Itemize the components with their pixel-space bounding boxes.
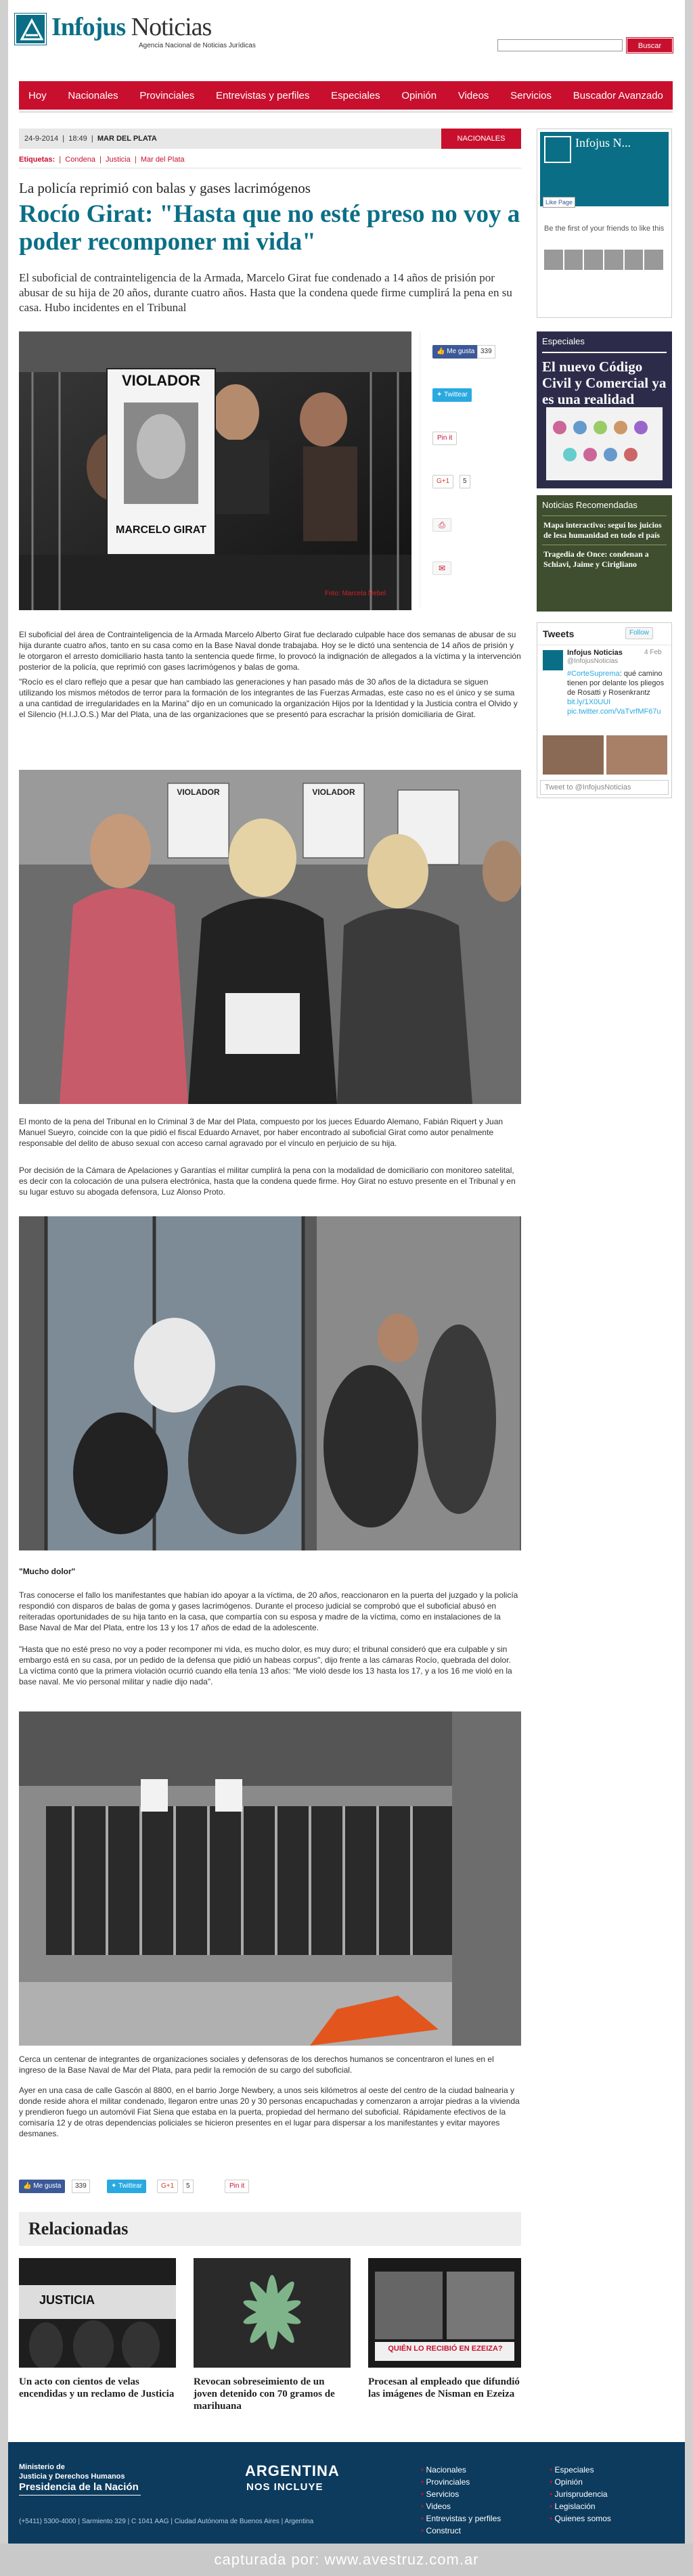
especiales-panel (537, 331, 672, 488)
article-paragraph: El monto de la pena del Tribunal en lo Criminal 3 de Mar del Plata, compuesto por los jueces Eduardo Alemano, Fabián Riquert y Juan Manuel Sueyro, coincide con la que pidió el fiscal Eduardo Arnavet, por haber encontrado al suboficial Girat como autor penalmente responsable del delito de abuso sexual con acceso carnal agravado por el vínculo en perjuicio de su hija. (19, 1117, 504, 1148)
especiales-link[interactable]: El nuevo Código Civil y Comercial ya es una realidad (542, 359, 667, 407)
related-link[interactable]: Un acto con cientos de velas encendidas y un reclamo de Justicia (19, 2376, 175, 2399)
logo-main: Infojus (51, 13, 126, 41)
article-title: Rocío Girat: "Hasta que no esté preso no voy a poder recomponer mi vida" (19, 200, 520, 256)
fb-like-label: Me gusta (33, 2182, 62, 2190)
tw-label: Twittear (444, 391, 468, 398)
tweet-text (567, 669, 667, 716)
related-heading: Relacionadas (19, 2212, 521, 2246)
nav-item-provinciales[interactable]: Provinciales (139, 89, 195, 101)
photo-caption: Foto: Marcela Nebel (325, 590, 386, 597)
article-paragraph: Ayer en una casa de calle Gascón al 8800, en el barrio Jorge Newbery, a unos seis kilómetros al oeste del centro de la ciudad balnearia y donde reside ahora el militar condenado, llegaron entre unas 20 y 30 personas encapuchadas y comenzaron a arrojar piedras a la vivienda y prendieron fuego un automóvil Fiat Siena que estaba en la puerta, propiedad del hermano del suboficial. Rápidamente efectivos de la comisaría 12 y de otras dependencias policiales se hicieron presentes en el lugar para dispersar a los manifestantes y evitar mayores desmanes. (19, 2086, 520, 2138)
tweet-image[interactable] (543, 735, 667, 775)
logo-subtitle: Agencia Nacional de Noticias Jurídicas (139, 42, 256, 49)
article-paragraph: "Hasta que no esté preso no voy a poder recomponer mi vida, es mucho dolor, es muy duro; el tribunal consideró que era culpable y sin embargo está en su casa, por un pedido de la defensa que pidió un habeas corpus", dijo frente a las cámaras Rocío, quebrada del dolor. La víctima contó que la primera violación ocurrió cuando ella tenía 13 años: "Me violó desde los 13 hasta los 17, y a los 16 me violó en la base naval. Me vio personal militar y nadie dijo nada". (19, 1644, 512, 1686)
nav-item-opinion[interactable]: Opinión (401, 89, 437, 101)
main-nav (19, 81, 673, 110)
tweet-link[interactable]: bit.ly/1X0UUI pic.twitter.com/VaTvrfMF67u (567, 698, 661, 716)
google-plus-count: 5 (183, 2180, 194, 2193)
nav-item-especiales[interactable]: Especiales (331, 89, 380, 101)
capture-watermark: capturada por: www.avestruz.com.ar (0, 2544, 693, 2576)
sign-text: VIOLADOR (177, 787, 220, 797)
recomendadas-panel (537, 495, 672, 612)
tweet-hashtag[interactable]: #CorteSuprema (567, 670, 620, 678)
footer-link[interactable]: • Servicios (421, 2488, 501, 2500)
ministry-line: Ministerio de (19, 2463, 65, 2471)
facebook-like-page-button[interactable]: Like Page (543, 197, 575, 208)
pinterest-button[interactable]: Pin it (225, 2180, 249, 2193)
nav-item-servicios[interactable]: Servicios (510, 89, 552, 101)
avatar (564, 250, 583, 270)
article-paragraph: Tras conocerse el fallo los manifestantes que habían ido apoyar a la víctima, de 20 años, reaccionaron en la puerta del juzgado y la policía respondió con disparos de balas de goma y gases lacrimógenos. Durante el proceso judicial se comprobó que el suboficial abusó en reiteradas oportunidades de su hija tanto en la casa, que compartía con su esposa y madre de la víctima, como en instalaciones de la Base Naval de Mar del Plata, entre los 13 y los 17 años de edad de la adolescente. (19, 1590, 518, 1632)
nav-item-entrevistas[interactable]: Entrevistas y perfiles (215, 89, 310, 101)
article-lead: El suboficial de contrainteligencia de la Armada, Marcelo Girat fue condenado a 14 años de prisión por abusar de su hija de 20 años, durante cuatro años. Hasta que la condena quede firme cumplirá la pena en su casa. Hubo incidentes en el Tribunal (19, 271, 512, 314)
especiales-image[interactable] (546, 407, 663, 480)
avatar (644, 250, 663, 270)
nav-item-hoy[interactable]: Hoy (28, 89, 47, 101)
footer-address: (+5411) 5300-4000 | Sarmiento 329 | C 1041 AAG | Ciudad Autónoma de Buenos Aires | Argentina (19, 2518, 314, 2525)
facebook-widget (537, 129, 672, 318)
sign-text: VIOLADOR (312, 787, 355, 797)
footer-link[interactable]: • Jurisprudencia (550, 2488, 611, 2500)
avatar (584, 250, 603, 270)
google-plus-button[interactable]: G+1 (432, 475, 453, 488)
tweet-author[interactable]: Infojus Noticias (567, 649, 623, 657)
facebook-count: 339 (72, 2180, 90, 2193)
article-paragraph: Por decisión de la Cámara de Apelaciones y Garantías el militar cumplirá la pena con la modalidad de domiciliario con monitoreo satelital, es decir con la colocación de una pulsera electrónica, hasta que la condena quede firme. Hoy Girat no estuvo presente en el Tribunal y en su lugar estuvo su abogada defensora, Luz Alonso Proto. (19, 1166, 516, 1197)
related-link[interactable]: Procesan al empleado que difundió las imágenes de Nisman en Ezeiza (368, 2376, 520, 2399)
footer-link[interactable]: • Quienes somos (550, 2512, 611, 2525)
tweet-date[interactable]: 4 Feb (644, 649, 662, 656)
avatar (604, 250, 623, 270)
facebook-like-button[interactable] (432, 345, 478, 359)
google-plus-button[interactable]: G+1 (157, 2180, 178, 2193)
twitter-button[interactable] (107, 2180, 146, 2193)
google-plus-count: 5 (460, 475, 470, 488)
article-kicker: La policía reprimió con balas y gases lacrimógenos (19, 180, 311, 196)
ministry-logo[interactable] (19, 2462, 125, 2481)
tweets-heading: Tweets (543, 628, 575, 639)
nav-item-videos[interactable]: Videos (457, 89, 489, 101)
logo-icon (544, 136, 571, 163)
twitter-widget (537, 622, 672, 798)
tags-label: Etiquetas: (19, 156, 55, 164)
tag-link[interactable]: Condena (65, 156, 95, 164)
logo-text[interactable] (51, 12, 211, 42)
ministry-line: Justicia y Derechos Humanos (19, 2472, 125, 2481)
footer-link[interactable]: • Provinciales (421, 2476, 501, 2488)
avatar (544, 250, 563, 270)
avatar[interactable] (543, 650, 563, 670)
facebook-page-title[interactable]: Infojus N... (575, 136, 631, 150)
related-link[interactable]: Revocan sobreseimiento de un joven detenido con 70 gramos de marihuana (194, 2376, 335, 2412)
sign-text-top: VIOLADOR (121, 372, 201, 389)
footer-link[interactable]: • Especiales (550, 2464, 611, 2476)
tw-label: Twittear (118, 2182, 143, 2190)
footer-link[interactable]: • Construct (421, 2525, 501, 2537)
like-icon: 👍 (23, 2182, 32, 2190)
recommended-link[interactable]: Tragedia de Once: condenan a Schiavi, Jaime y Cirigliano (543, 549, 649, 569)
main-photo (19, 331, 411, 610)
logo-second: Noticias (131, 13, 212, 41)
tag-link[interactable]: Justicia (106, 156, 131, 164)
article-subhead: "Mucho dolor" (19, 1567, 76, 1576)
search-button[interactable]: Buscar (627, 38, 673, 53)
sign-text-bottom: MARCELO GIRAT (116, 524, 206, 536)
footer (8, 2442, 685, 2544)
recomendadas-heading: Noticias Recomendadas (542, 500, 638, 510)
especiales-heading: Especiales (537, 331, 672, 352)
facebook-friends-text: Be the first of your friends to like this (544, 225, 665, 233)
banner-text: JUSTICIA (39, 2293, 95, 2307)
facebook-cover[interactable] (540, 132, 669, 206)
footer-links-2 (550, 2464, 611, 2525)
nav-divider (19, 111, 673, 113)
article-date: 24-9-2014 (24, 135, 59, 143)
facebook-faces (544, 250, 663, 270)
envelope-icon[interactable]: ✉ (432, 561, 451, 575)
related-image-3[interactable] (368, 2258, 521, 2368)
like-icon: 👍 (437, 348, 445, 355)
argentina-logo: ARGENTINA (245, 2462, 340, 2479)
follow-button[interactable]: Follow (625, 627, 653, 639)
share-column (420, 331, 521, 609)
article-paragraph: El suboficial del área de Contrainteligencia de la Armada Marcelo Alberto Girat fue declarado culpable hace dos semanas de abusar de su hija durante cuatro años, tanto en su casa como en la Base Naval donde trabajaba. Hoy se le dictó una sentencia de 14 años de prisión y le otorgaron el arresto domiciliario hasta tanto la sentencia quede firme, lo provocó la indignación de allegados a la víctima y la intervención posterior de la policía, que reprimió con gases lacrimógenos y balas de goma. (19, 630, 521, 672)
search-input[interactable] (497, 39, 623, 51)
twitter-bird-icon: ✦ (437, 391, 443, 398)
tweet-handle[interactable]: @InfojusNoticias (567, 658, 619, 665)
article-place: MAR DEL PLATA (97, 135, 157, 143)
pinterest-button[interactable]: Pin it (432, 432, 457, 445)
related-image-2[interactable] (194, 2258, 351, 2368)
recommended-link[interactable]: Mapa interactivo: seguí los juicios de lesa humanidad en todo el país (543, 520, 662, 540)
footer-links-1 (421, 2464, 501, 2537)
article-paragraph: Cerca un centenar de integrantes de organizaciones sociales y defensoras de los derechos humanos se concentraron el lunes en el ingreso de la Base Naval de Mar del Plata, para pedir la remoción de su cargo del suboficial. (19, 2054, 494, 2075)
avatar (625, 250, 644, 270)
section-badge[interactable]: NACIONALES (441, 129, 521, 149)
article-photo (19, 1711, 521, 2046)
facebook-count: 339 (477, 345, 495, 359)
presidency-label: Presidencia de la Nación (19, 2481, 139, 2493)
related-image-1[interactable] (19, 2258, 176, 2368)
tweet-input[interactable]: Tweet to @InfojusNoticias (540, 780, 669, 795)
article-paragraph: "Rocío es el claro reflejo que a pesar que han cambiado las generaciones y han pasado más de 30 años de la dictadura se siguen utilizando los mismos métodos de terror para la formación de los integrantes de las Fuerzas Armadas, este caso no es el único y se suma a una cantidad de irregularidades en la Marina" dijo en un comunicado la organización Hijos por la Identidad y la Justicia contra el Olvido y el Silencio (H.I.J.O.S.) Mar del Plata, una de las organizaciones que se presentó para escrachar la prisión domiciliaria de Girat. (19, 677, 518, 719)
article-photo (19, 770, 521, 1104)
printer-icon[interactable]: ⎙ (432, 518, 451, 532)
footer-link[interactable]: • Legislación (550, 2500, 611, 2512)
twitter-button[interactable] (432, 388, 472, 402)
tags: Etiquetas: | Condena | Justicia | Mar del Plata (19, 156, 185, 164)
nav-item-buscador[interactable]: Buscador Avanzado (573, 89, 663, 101)
tag-link[interactable]: Mar del Plata (140, 156, 185, 164)
article-photo (19, 1216, 521, 1550)
facebook-like-button[interactable] (19, 2180, 65, 2193)
article-time: 18:49 (68, 135, 87, 143)
date-bar: 24-9-2014 | 18:49 | MAR DEL PLATA (19, 129, 521, 149)
twitter-bird-icon: ✦ (111, 2182, 117, 2190)
logo-icon[interactable] (15, 14, 46, 45)
footer-link[interactable]: • Entrevistas y perfiles (421, 2512, 501, 2525)
nav-item-nacionales[interactable]: Nacionales (68, 89, 118, 101)
fb-like-label: Me gusta (447, 348, 475, 355)
argentina-tagline: NOS INCLUYE (246, 2481, 323, 2493)
tweet-body: : qué camino tienen por delante los pliegos de Rosatti y Rosenkrantz (567, 670, 665, 697)
image-caption-text: QUIÉN LO RECIBIÓ EN EZEIZA? (388, 2345, 503, 2353)
footer-link[interactable]: • Nacionales (421, 2464, 501, 2476)
footer-link[interactable]: • Opinión (550, 2476, 611, 2488)
footer-link[interactable]: • Videos (421, 2500, 501, 2512)
